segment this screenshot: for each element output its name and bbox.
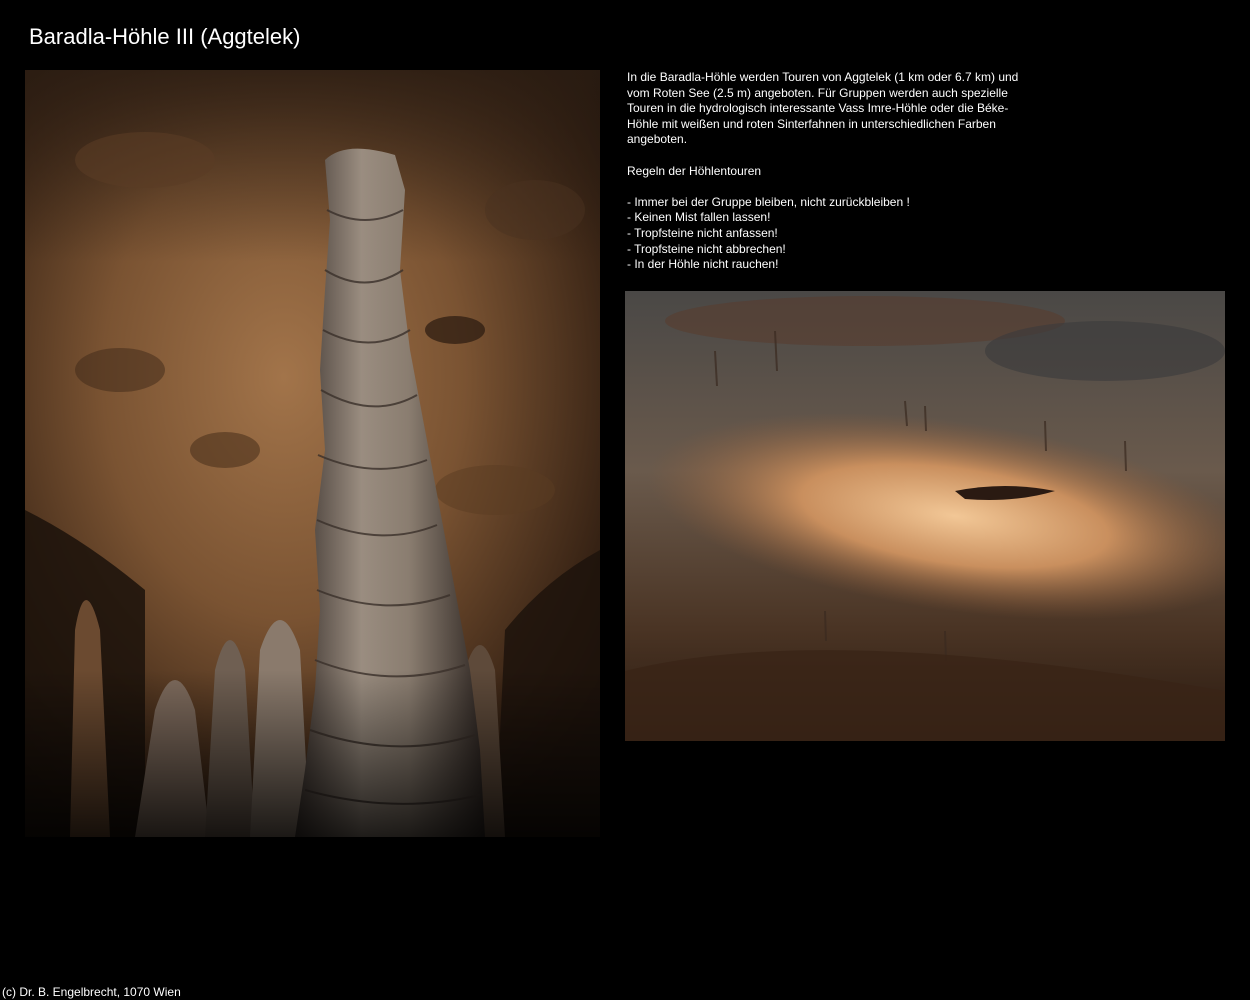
description-block xyxy=(627,70,1037,273)
description-paragraph: In die Baradla-Höhle werden Touren von Aggtelek (1 km oder 6.7 km) und vom Roten See (2.5 m) angeboten. Für Gruppen werden auch spezielle Touren in die hydrologisch interessante Vass Imre-Höhle oder die Béke-Höhle mit weißen und roten Sinterfahnen in unterschiedlichen Farben angeboten. xyxy=(627,70,1019,147)
cave-ceiling-image xyxy=(625,291,1225,741)
stalagmite-image xyxy=(25,70,600,837)
rule-item: - Keinen Mist fallen lassen! xyxy=(627,210,771,225)
rule-item: - Immer bei der Gruppe bleiben, nicht zurückbleiben ! xyxy=(627,194,910,209)
stalagmite-photo[interactable] xyxy=(25,70,600,837)
rule-item: - Tropfsteine nicht abbrechen! xyxy=(627,241,786,256)
rules-heading: Regeln der Höhlentouren xyxy=(627,163,762,178)
rules-list xyxy=(627,195,1037,273)
rule-item: - In der Höhle nicht rauchen! xyxy=(627,257,779,272)
copyright-footer: (c) Dr. B. Engelbrecht, 1070 Wien xyxy=(2,985,181,999)
page-title: Baradla-Höhle III (Aggtelek) xyxy=(29,24,301,49)
rule-item: - Tropfsteine nicht anfassen! xyxy=(627,225,778,240)
cave-ceiling-photo[interactable] xyxy=(625,291,1225,741)
